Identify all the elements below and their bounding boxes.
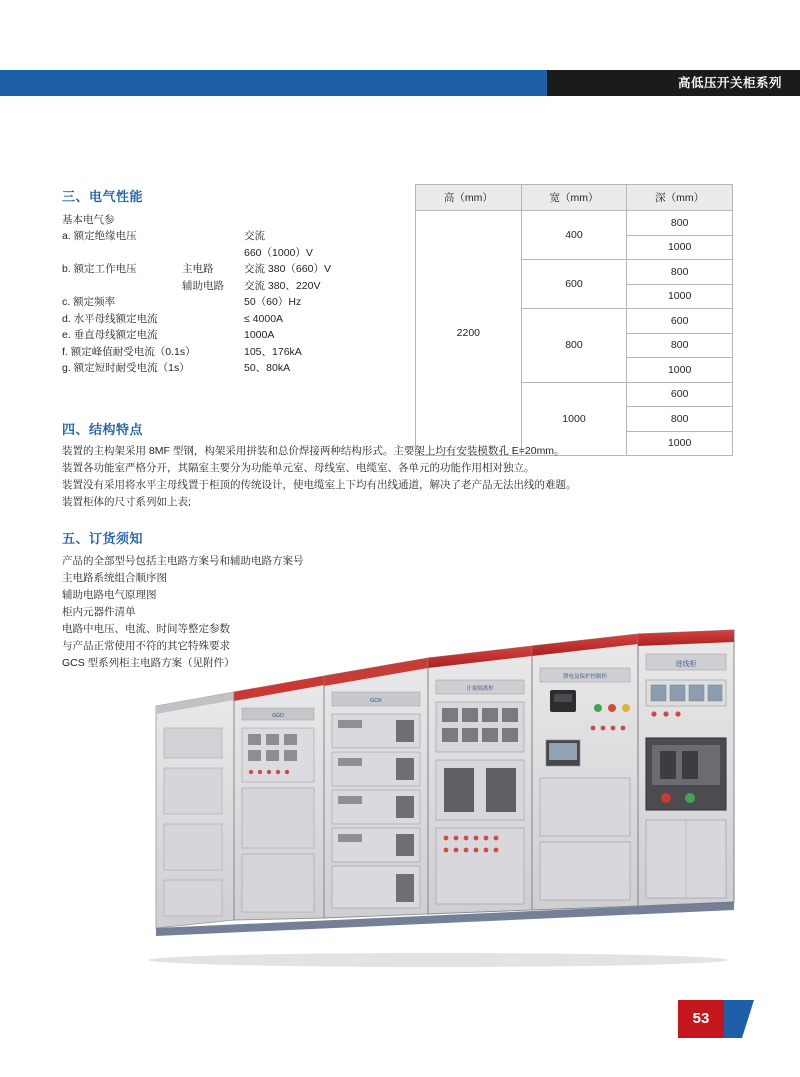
header-title: 高低压开关柜系列 [677,76,782,90]
svg-text:馈电及保护控制柜: 馈电及保护控制柜 [562,674,608,680]
page-number: 53 [692,1010,710,1027]
spec-value: 交流 [244,230,265,242]
spec-label: e. 垂直母线额定电流 [62,329,158,341]
spec-sub [227,344,244,361]
structure-paragraph: 装置柜体的尺寸系列如上表; [62,496,191,508]
cell-depth: 800 [627,407,733,432]
ordering-item: GCS 型系列柜主电路方案（见附件） [62,657,235,669]
spec-label: g. 额定短时耐受电流（1s） [62,362,190,374]
table-header-row [416,185,733,211]
cabinet-2 [428,646,532,914]
structure-paragraph: 装置各功能室严格分开，其隔室主要分为功能单元室、母线室、电缆室、各单元的功能作用相对独立。 [62,462,535,474]
spec-value: 交流 380（660）V [244,263,331,275]
spec-label: f. 额定峰值耐受电流（0.1s） [62,345,196,358]
spec-label: c. 额定频率 [62,296,116,308]
table-header-width: 宽（mm） [521,185,627,211]
svg-text:计量隔离柜: 计量隔离柜 [466,686,494,692]
spec-value: 1000A [244,329,275,341]
svg-text:GCK: GCK [370,698,382,704]
spec-value: 50（60）Hz [244,296,302,308]
cell-depth: 600 [627,309,733,334]
cell-depth: 600 [627,382,733,407]
cell-depth: 1000 [627,235,733,260]
ordering-item: 与产品正常使用不符的其它特殊要求 [62,640,230,652]
page-badge-tail [724,1000,754,1038]
spec-sub [227,360,244,377]
cell-width: 400 [521,211,627,260]
structure-paragraph: 装置的主构架采用 8MF 型钢，构架采用拼装和总价焊接两种结构形式。主要架上均有安装模数孔 E=20mm。 [62,445,565,457]
structure-paragraph: 装置没有采用将水平主母线置于柜顶的传统设计，使电缆室上下均有出线通道，解决了老产品无法出线的难题。 [62,479,577,491]
ordering-item: 辅助电路电气原理图 [62,589,157,601]
ordering-item: 电路中电压、电流、时间等整定参数 [62,623,230,635]
spec-value: 105、176kA [244,345,302,358]
svg-text:GGD: GGD [272,713,284,719]
spec-sub [182,327,244,344]
spec-label [62,278,182,295]
cabinet-3 [324,658,428,918]
spec-value: 660（1000）V [244,246,313,259]
cell-depth: 800 [627,333,733,358]
section-heading-ordering: 五、订货须知 [62,531,144,546]
spec-row [62,294,402,311]
cell-width: 1000 [521,382,627,456]
spec-value: ≤ 4000A [244,312,284,325]
cabinet-4 [234,676,324,920]
dimension-table [415,184,733,456]
cell-depth: 1000 [627,284,733,309]
section-heading-electrical: 三、电气性能 [62,189,144,204]
spec-value: 交流 380、220V [244,279,321,292]
cell-depth: 800 [627,211,733,236]
svg-text:进线柜: 进线柜 [675,661,697,668]
spec-row [62,228,402,245]
table-header-depth: 深（mm） [627,185,733,211]
electrical-spec-list [62,228,402,377]
ordering-item: 柜内元器件清单 [62,606,136,618]
spec-sub [182,294,244,311]
spec-sub [182,311,244,328]
table-header-height: 高（mm） [416,185,522,211]
spec-row [62,327,402,344]
cell-width: 800 [521,309,627,383]
cell-depth: 1000 [627,358,733,383]
spec-row [62,245,402,262]
spec-row [62,360,402,377]
cell-height: 2200 [416,211,522,456]
ordering-item: 产品的全部型号包括主电路方案号和辅助电路方案号 [62,555,304,567]
cabinet-incoming [638,630,734,906]
table-row [416,211,733,236]
spec-row [62,311,402,328]
electrical-subheading: 基本电气参 [62,214,115,226]
ordering-item: 主电路系统组合顺序图 [62,572,167,584]
spec-label: d. 水平母线额定电流 [62,312,158,325]
spec-row [62,261,402,278]
cell-width: 600 [521,260,627,309]
floor-shadow [148,953,728,967]
cell-depth: 800 [627,260,733,285]
spec-label [62,245,182,262]
spec-sub [182,228,244,245]
spec-row [62,278,402,295]
switchgear-product-photo [138,588,738,968]
spec-sub: 主电路 [182,263,214,275]
spec-label: b. 额定工作电压 [62,263,137,275]
cell-depth: 1000 [627,431,733,456]
spec-label: a. 额定绝缘电压 [62,230,137,242]
page-number-badge [678,1000,724,1038]
spec-sub: 辅助电路 [182,279,224,292]
spec-value: 50、80kA [244,362,291,374]
cabinet-1 [532,634,638,910]
section-heading-structure: 四、结构特点 [62,422,144,437]
spec-sub [182,245,244,262]
cabinet-5 [156,692,234,928]
spec-row [62,344,402,361]
